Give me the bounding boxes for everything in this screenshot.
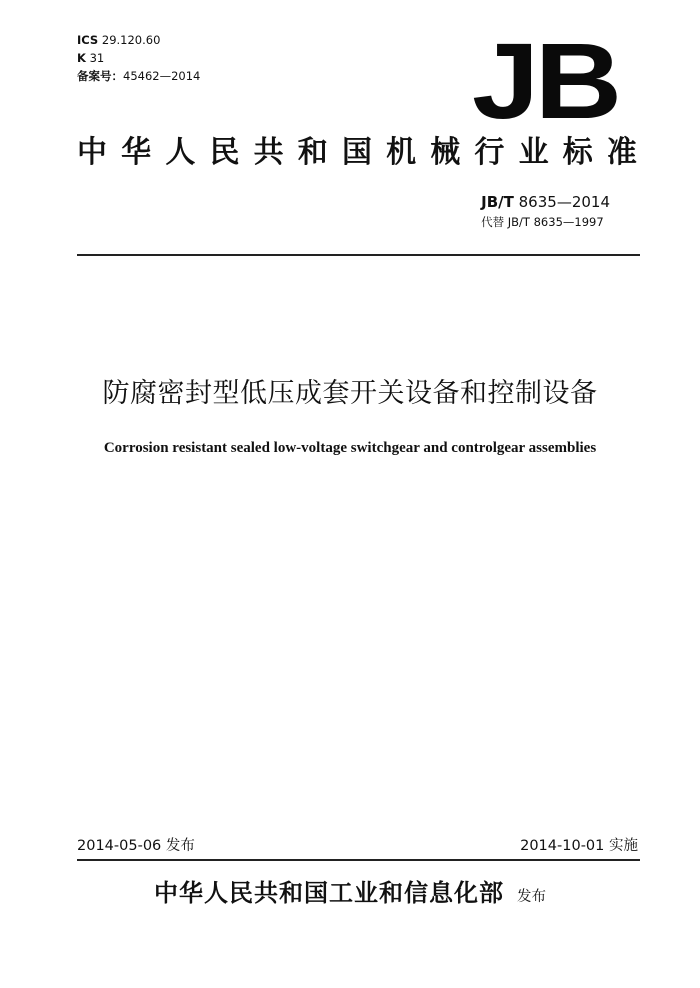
standard-code-block xyxy=(481,192,610,231)
k-row xyxy=(77,49,200,67)
implementation-date: 2014-10-01 实施 xyxy=(520,838,638,854)
replaces-note: 代替 JB/T 8635—1997 xyxy=(481,215,604,229)
issue-date: 2014-05-06 发布 xyxy=(77,838,195,854)
title-char: 人 xyxy=(165,135,196,170)
bottom-divider xyxy=(77,859,640,861)
classification-meta xyxy=(77,31,200,85)
standard-code-number: 8635—2014 xyxy=(518,193,610,211)
k-value: 31 xyxy=(89,51,105,65)
top-divider xyxy=(77,254,640,256)
title-char: 国 xyxy=(341,135,372,170)
publisher-line xyxy=(0,876,700,914)
document-title-english: Corrosion resistant sealed low-voltage switchgear and controlgear assemblies xyxy=(103,440,597,456)
publisher-organization: 中华人民共和国工业和信息化部 xyxy=(153,879,504,907)
title-char: 行 xyxy=(474,135,505,170)
title-char: 业 xyxy=(518,135,549,170)
title-char: 中 xyxy=(77,135,107,170)
ics-value: 29.120.60 xyxy=(101,33,161,47)
industry-standard-title xyxy=(77,133,637,173)
k-label: K xyxy=(77,51,86,65)
title-char: 华 xyxy=(121,135,152,170)
record-row xyxy=(77,67,200,85)
title-char: 机 xyxy=(386,135,417,170)
title-char: 共 xyxy=(253,135,284,170)
title-char: 械 xyxy=(430,135,461,170)
standard-code xyxy=(481,192,610,212)
ics-label: ICS xyxy=(77,33,99,47)
ics-row xyxy=(77,31,200,49)
record-value: 45462—2014 xyxy=(123,69,201,83)
title-char: 准 xyxy=(606,135,637,170)
document-title-chinese: 防腐密封型低压成套开关设备和控制设备 xyxy=(102,378,598,409)
title-char: 和 xyxy=(297,135,328,170)
title-char: 标 xyxy=(562,135,593,170)
title-char: 民 xyxy=(209,135,240,170)
standard-code-prefix: JB/T xyxy=(481,193,514,211)
jb-logo: JB xyxy=(472,20,618,141)
record-label: 备案号： xyxy=(77,69,123,83)
publisher-action: 发布 xyxy=(517,889,547,905)
